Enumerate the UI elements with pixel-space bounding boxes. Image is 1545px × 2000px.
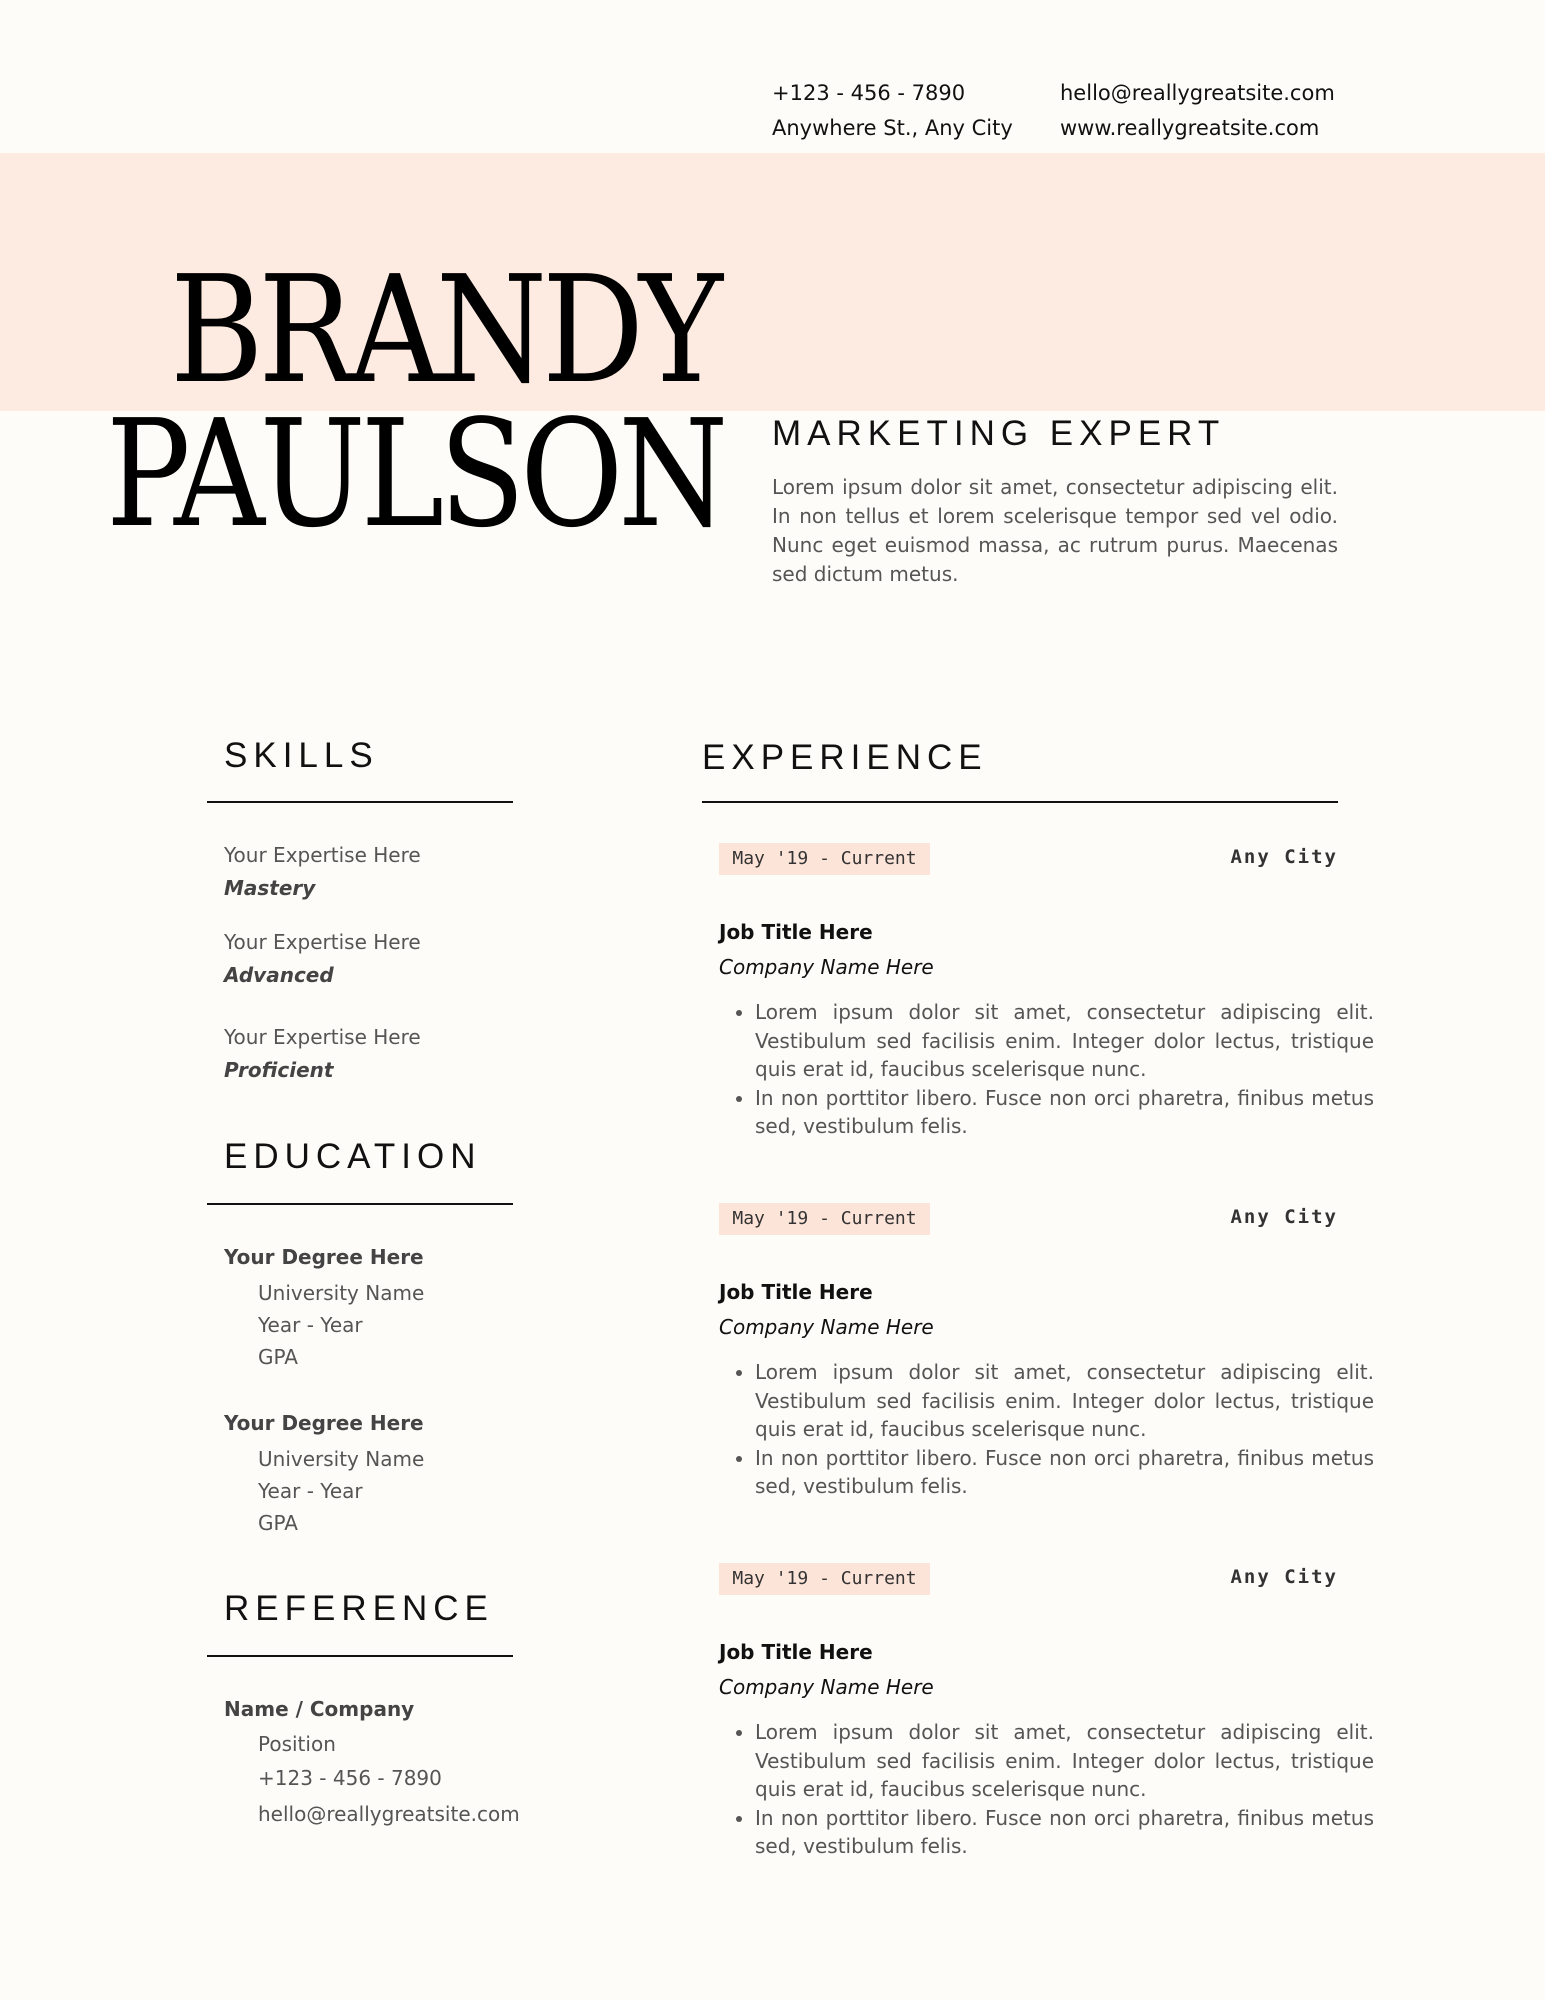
edu-years: Year - Year [258, 1479, 363, 1503]
education-divider [207, 1203, 513, 1205]
job-title: Job Title Here [719, 1640, 873, 1664]
contact-address: Anywhere St., Any City [772, 116, 1013, 140]
job-company: Company Name Here [719, 955, 934, 979]
skill-name: Your Expertise Here [224, 930, 421, 954]
skills-divider [207, 801, 513, 803]
job-bullets [719, 1358, 1374, 1501]
reference-name: Name / Company [224, 1697, 415, 1721]
skills-heading: SKILLS [224, 736, 379, 775]
first-name: BRANDY [170, 244, 718, 416]
reference-position: Position [258, 1732, 336, 1756]
edu-years: Year - Year [258, 1313, 363, 1337]
job-company: Company Name Here [719, 1315, 934, 1339]
contact-right [1060, 76, 1335, 146]
job-title: Job Title Here [719, 1280, 873, 1304]
job-city: Any City [1230, 846, 1338, 868]
job-city: Any City [1230, 1206, 1338, 1228]
job-bullets [719, 1718, 1374, 1861]
edu-gpa: GPA [258, 1511, 298, 1535]
experience-divider [702, 801, 1338, 803]
job-date: May '19 - Current [719, 1563, 930, 1595]
summary-text: Lorem ipsum dolor sit amet, consectetur adipiscing elit. In non tellus et lorem scelerisque tempor sed vel odio. Nunc eget euismod massa, ac rutrum purus. Maecenas sed dictum metus. [772, 475, 1338, 586]
reference-heading: REFERENCE [224, 1589, 494, 1628]
job-date: May '19 - Current [719, 843, 930, 875]
contact-left [772, 76, 1013, 146]
edu-gpa: GPA [258, 1345, 298, 1369]
job-bullet: • In non porttitor libero. Fusce non orci pharetra, finibus metus sed, vestibulum felis. [755, 1084, 1374, 1141]
job-bullet: • Lorem ipsum dolor sit amet, consectetur adipiscing elit. Vestibulum sed facilisis enim. Integer dolor lectus, tristique quis erat id, faucibus scelerisque nunc. [755, 1358, 1374, 1444]
edu-degree: Your Degree Here [224, 1245, 424, 1269]
skill-name: Your Expertise Here [224, 1025, 421, 1049]
job-bullet: • In non porttitor libero. Fusce non orci pharetra, finibus metus sed, vestibulum felis. [755, 1804, 1374, 1861]
skill-name: Your Expertise Here [224, 843, 421, 867]
skill-level: Advanced [224, 963, 334, 987]
job-bullet: • Lorem ipsum dolor sit amet, consectetur adipiscing elit. Vestibulum sed facilisis enim. Integer dolor lectus, tristique quis erat id, faucibus scelerisque nunc. [755, 998, 1374, 1084]
edu-university: University Name [258, 1281, 425, 1305]
education-heading: EDUCATION [224, 1137, 482, 1176]
job-title: Job Title Here [719, 920, 873, 944]
job-date: May '19 - Current [719, 1203, 930, 1235]
skill-level: Mastery [224, 876, 316, 900]
edu-university: University Name [258, 1447, 425, 1471]
role-title: MARKETING EXPERT [772, 414, 1226, 453]
job-bullets [719, 998, 1374, 1141]
job-city: Any City [1230, 1566, 1338, 1588]
last-name: PAULSON [106, 388, 724, 560]
reference-phone: +123 - 456 - 7890 [258, 1766, 442, 1790]
experience-heading: EXPERIENCE [702, 738, 988, 777]
contact-phone: +123 - 456 - 7890 [772, 81, 966, 105]
reference-email: hello@reallygreatsite.com [258, 1802, 520, 1826]
skill-level: Proficient [224, 1058, 334, 1082]
contact-email: hello@reallygreatsite.com [1060, 81, 1335, 105]
edu-degree: Your Degree Here [224, 1411, 424, 1435]
contact-website: www.reallygreatsite.com [1060, 116, 1320, 140]
job-company: Company Name Here [719, 1675, 934, 1699]
job-bullet: • In non porttitor libero. Fusce non orci pharetra, finibus metus sed, vestibulum felis. [755, 1444, 1374, 1501]
job-bullet: • Lorem ipsum dolor sit amet, consectetur adipiscing elit. Vestibulum sed facilisis enim. Integer dolor lectus, tristique quis erat id, faucibus scelerisque nunc. [755, 1718, 1374, 1804]
reference-divider [207, 1655, 513, 1657]
